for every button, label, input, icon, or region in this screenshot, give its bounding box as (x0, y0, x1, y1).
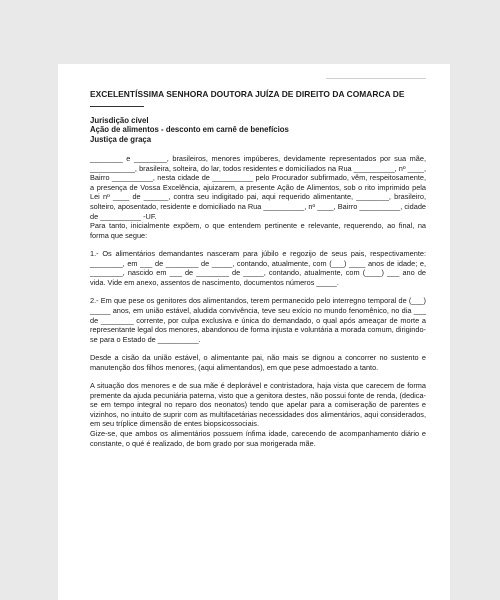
comarca-blank-line (90, 106, 144, 107)
jurisdiction-line: Jurisdição cível (90, 116, 149, 125)
header-divider (326, 78, 426, 79)
paragraph-age: Gize-se, que ambos os alimentários possuem ínfima idade, carecendo de acompanhamento diário e constante, o qué é realizado, de bom grado por sua morigerada mãe. (90, 429, 426, 448)
action-type-line: Ação de alimentos - desconto em carnê de benefícios (90, 125, 289, 135)
paragraph-intro: Para tanto, inicialmente expõem, o que entendem pertinente e relevante, requerendo, ao final, na forma que segue: (90, 221, 426, 240)
case-metadata (90, 116, 289, 144)
document-page (58, 64, 450, 600)
paragraph-item-1: 1.- Os alimentários demandantes nasceram para júbilo e regozijo de seus pais, respectivamente: ________, em ___ de ________ de _____, contando, atualmente, com (___) ____ anos de idade; e, ________, nascido em ___ de ________ de _____, contando, atualmente, com (____) ___ ano de vida. Vide em anexo, assentos de nascimento, documentos números _____. (90, 249, 426, 287)
paragraph-parties: ________ e ________, brasileiros, menores impúberes, devidamente representados por sua mãe, ___________, brasileira, solteira, do lar, todos residentes e domiciliados na Rua __________, nº ____, Bairro __________, nesta cidade de __________ pelo Procurador subfirmado, vêm, respeitosamente, a presença de Vossa Excelência, ajuizarem, a presente Ação de Alimentos, sob o rito imprimido pela Lei nº ____ de ______, contra seu indigitado pai, aqui requerido alimentante, ________, brasileiro, solteiro, aposentado, residente e domiciliado na Rua __________, nº ____, Bairro __________, cidade de __________ -UF. (90, 154, 426, 221)
document-body (90, 154, 426, 457)
paragraph-situation: A situação dos menores e de sua mãe é deplorável e contristadora, haja vista que carecem de forma premente da ajuda pecuniária paterna, visto que a genitora destes, não possui fonte de renda, (dedica-se em tempo integral no reparo dos neonatos) tendo que apelar para a comiseração de parentes e vizinhos, no intuito de suprir com as multifacetárias necessidades dos alimentários, aqui considerados, em seu tríplice dimensão de entes biopsicossociais. (90, 381, 426, 429)
paragraph-item-2: 2.- Em que pese os genitores dos alimentandos, terem permanecido pelo interregno temporal de (___) _____ anos, em união estável, aludida convivência, teve seu exício no mundo fenomênico, no dia ___ de ________ corrente, por culpa exclusiva e única do demandado, o qual após ameaçar de morte a representante legal dos menores, abandonou de forma injusta e voluntária a morada comum, dirigindo-se para o Estado de __________. (90, 296, 426, 344)
document-heading: EXCELENTÍSSIMA SENHORA DOUTORA JUÍZA DE DIREITO DA COMARCA DE (90, 89, 405, 99)
free-justice-line: Justiça de graça (90, 134, 152, 144)
paragraph-separation: Desde a cisão da união estável, o alimentante pai, não mais se dignou a concorrer no sustento e manutenção dos filhos menores, (aqui alimentandos), em que pese admoestado a tanto. (90, 353, 426, 372)
